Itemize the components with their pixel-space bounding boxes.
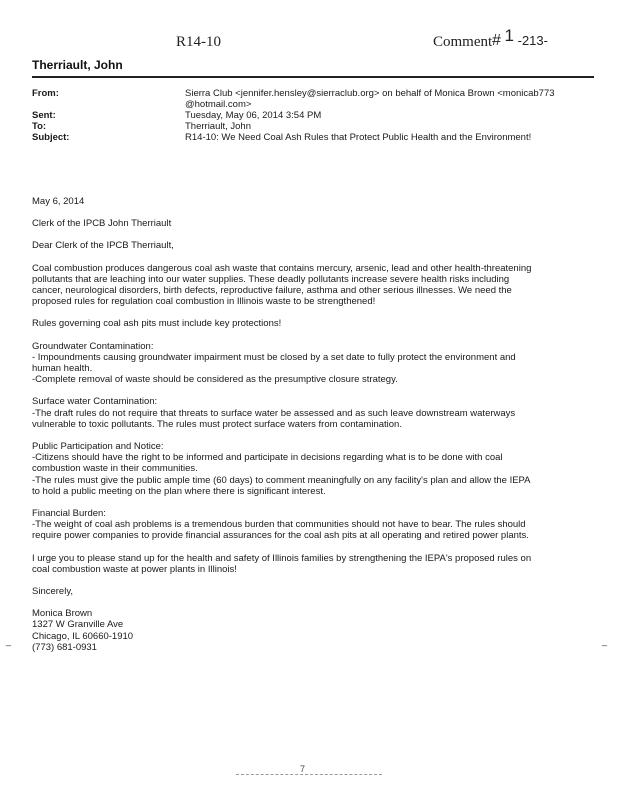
paragraph-protections: Rules governing coal ash pits must include key protections! xyxy=(32,318,282,330)
signoff: Sincerely, xyxy=(32,586,74,598)
letter-body xyxy=(32,196,584,653)
signer-address-line: Chicago, IL 60660-1910 xyxy=(32,630,134,642)
text-line: -The draft rules do not require that threats to surface water be assessed and as such leave downstream waterways xyxy=(32,407,516,419)
signer-name: Monica Brown xyxy=(32,608,93,620)
text-line: -The rules must give the public ample time (60 days) to comment meaningfully on any facility's plan and allow the IEPA xyxy=(32,474,531,486)
from-row xyxy=(32,88,592,110)
section-title: Public Participation and Notice: xyxy=(32,441,164,453)
text-line: Coal combustion produces dangerous coal ash waste that contains mercury, arsenic, lead and other health-threatening xyxy=(32,262,532,274)
to-label: To: xyxy=(32,121,47,132)
text-line: combustion waste in their communities. xyxy=(32,463,198,475)
section-public-participation xyxy=(32,441,584,497)
to-value: Therriault, John xyxy=(185,121,252,132)
sent-row xyxy=(32,110,592,121)
section-title: Surface water Contamination: xyxy=(32,396,158,408)
from-line-1: Sierra Club <jennifer.hensley@sierraclub.org> on behalf of Monica Brown <monicab773 xyxy=(185,88,555,99)
text-line: proposed rules for regulation coal combustion in Illinois waste to be strengthened! xyxy=(32,296,376,308)
text-line: to hold a public meeting on the plan where there is significant interest. xyxy=(32,485,326,497)
letter-salutation: Dear Clerk of the IPCB Therriault, xyxy=(32,240,174,252)
paragraph-closing xyxy=(32,553,584,575)
subject-row xyxy=(32,132,592,143)
text-line: human health. xyxy=(32,363,93,375)
email-headers xyxy=(32,88,592,143)
text-line: cancer, neurological disorders, birth defects, reproductive failure, asthma and other serious illnesses. We need the xyxy=(32,285,512,297)
docket-number: R14-10 xyxy=(176,34,221,50)
paragraph-intro xyxy=(32,263,584,308)
margin-mark: _ xyxy=(602,636,608,646)
text-line: vulnerable to toxic pollutants. The rules must protect surface waters from contamination. xyxy=(32,418,402,430)
page-mark: 7 xyxy=(300,764,306,774)
from-line-2: @hotmail.com> xyxy=(185,99,252,110)
section-title: Financial Burden: xyxy=(32,508,106,520)
text-line: -The weight of coal ash problems is a tremendous burden that communities should not have to bear. The rules should xyxy=(32,519,526,531)
text-line: require power companies to provide financial assurances for the coal ash pits at all operating and retired power plants. xyxy=(32,530,529,542)
text-line: pollutants that are leaching into our water supplies. These deadly pollutants increase severe health risks including xyxy=(32,273,510,285)
header-divider xyxy=(32,76,594,78)
section-title: Groundwater Contamination: xyxy=(32,340,154,352)
stamp-hash: # xyxy=(492,32,501,49)
signer-phone: (773) 681-0931 xyxy=(32,641,97,653)
letter-addressee: Clerk of the IPCB John Therriault xyxy=(32,218,172,230)
text-line: -Citizens should have the right to be informed and participate in decisions regarding what is to be done with coal xyxy=(32,452,503,464)
stamp-suffix: -213- xyxy=(517,33,548,48)
section-surface-water xyxy=(32,396,584,430)
subject-label: Subject: xyxy=(32,132,70,143)
text-line: I urge you to please stand up for the health and safety of Illinois families by strengthening the IEPA's proposed rules on xyxy=(32,552,532,564)
section-groundwater xyxy=(32,341,584,386)
from-label: From: xyxy=(32,88,59,99)
stamp-number: 1 xyxy=(504,26,514,45)
text-line: coal combustion waste at power plants in Illinois! xyxy=(32,563,237,575)
text-line: -Complete removal of waste should be considered as the presumptive closure strategy. xyxy=(32,374,398,386)
to-row xyxy=(32,121,592,132)
sent-value: Tuesday, May 06, 2014 3:54 PM xyxy=(185,110,322,121)
comment-label: Comment xyxy=(433,34,493,50)
signer-address-line: 1327 W Granville Ave xyxy=(32,619,124,631)
sender-name: Therriault, John xyxy=(32,58,123,72)
sent-label: Sent: xyxy=(32,110,56,121)
footer-divider xyxy=(236,774,382,775)
subject-value: R14-10: We Need Coal Ash Rules that Protect Public Health and the Environment! xyxy=(185,132,532,143)
text-line: - Impoundments causing groundwater impairment must be closed by a set date to fully protect the environment and xyxy=(32,351,516,363)
letter-date: May 6, 2014 xyxy=(32,196,85,207)
comment-stamp xyxy=(492,26,548,50)
section-financial-burden xyxy=(32,508,584,542)
signature-block xyxy=(32,608,584,653)
from-value xyxy=(185,88,592,110)
margin-mark: _ xyxy=(6,636,12,646)
